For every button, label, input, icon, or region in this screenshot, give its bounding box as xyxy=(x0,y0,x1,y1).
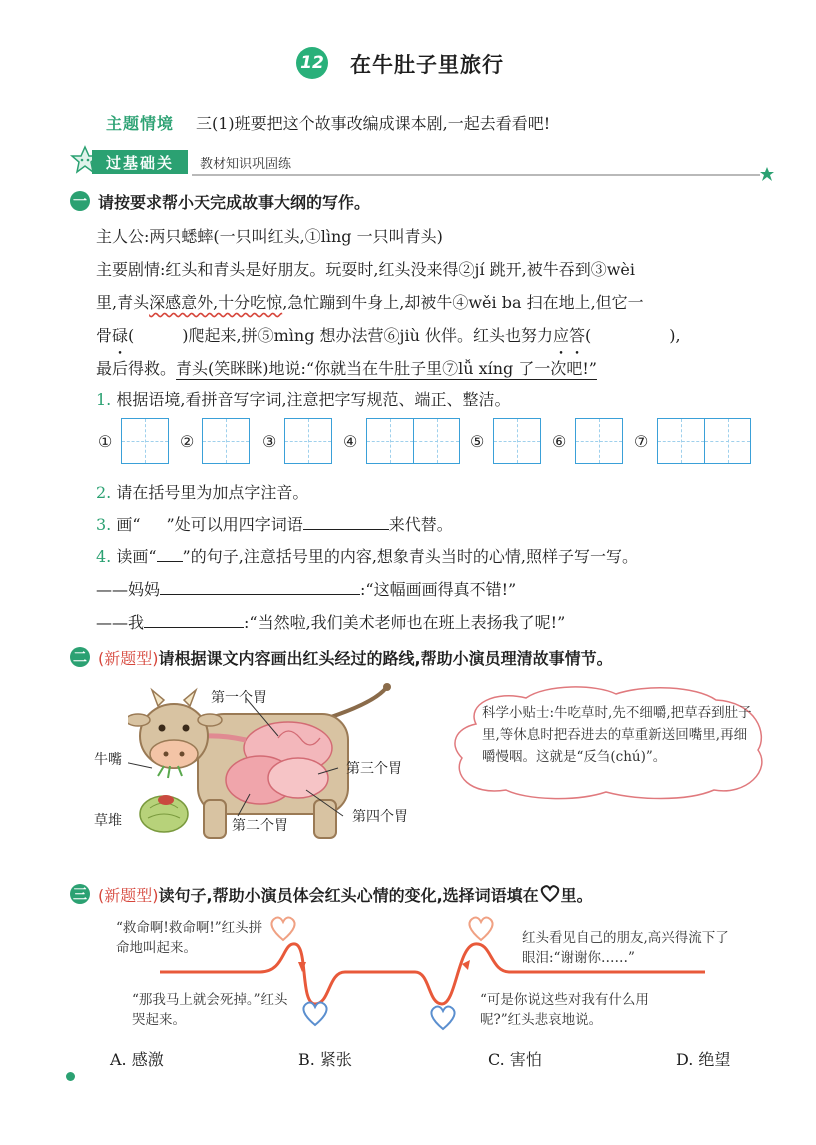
question-2-number: 二 xyxy=(70,647,90,667)
answer-blank[interactable] xyxy=(303,515,389,530)
wavy-line-sample xyxy=(141,515,167,534)
label-stomach-2: 第二个胃 xyxy=(232,818,288,834)
footer-dot xyxy=(66,1072,75,1081)
plot-text: ( xyxy=(585,326,592,345)
grid-label: ⑦ xyxy=(634,432,649,451)
option-a: A. 感激 xyxy=(110,1050,164,1069)
dotted-char: 碌 xyxy=(112,326,129,345)
option-d: D. 绝望 xyxy=(676,1050,731,1069)
grid-label: ⑤ xyxy=(470,432,485,451)
grid-label: ④ xyxy=(343,432,358,451)
question-2-text: 请根据课文内容画出红头经过的路线,帮助小演员理清故事情节。 xyxy=(158,649,613,668)
sub-question-2 xyxy=(96,480,308,503)
writing-grid[interactable] xyxy=(493,418,541,464)
answer-blank[interactable] xyxy=(160,580,360,595)
question-3-title xyxy=(98,883,593,906)
sub-question-text: 请在括号里为加点字注音。 xyxy=(116,483,309,502)
label-stomach-1: 第一个胃 xyxy=(211,690,267,706)
theme-label: 主题情境 xyxy=(106,114,175,133)
grid-label: ③ xyxy=(262,432,277,451)
sub-question-4 xyxy=(96,544,638,567)
label-stomach-3: 第三个胃 xyxy=(346,761,402,777)
protagonist-line: 主人公:两只蟋蟀(一只叫红头,①lìng 一只叫青头) xyxy=(96,227,443,246)
sub-question-number: 3. xyxy=(96,515,112,534)
grid-label: ⑥ xyxy=(552,432,567,451)
plot-line-4 xyxy=(96,356,597,379)
dotted-char: 应 xyxy=(553,326,570,345)
heart-answer-4[interactable] xyxy=(466,915,496,943)
heart-answer-1[interactable] xyxy=(268,915,298,943)
question-3-number: 三 xyxy=(70,884,90,904)
writing-grid[interactable] xyxy=(202,418,250,464)
plot-text: )爬起来,拼⑤mìng 想办法营⑥jiù 伙伴。红头也努力 xyxy=(182,326,554,345)
question-2-title xyxy=(98,646,613,669)
example-quote: :“当然啦,我们美术老师也在班上表扬我了呢!” xyxy=(244,613,566,632)
sub-question-number: 4. xyxy=(96,547,112,566)
writing-grid[interactable] xyxy=(366,418,460,464)
sub-question-text: 读画“ xyxy=(116,547,157,566)
sub-question-1 xyxy=(96,387,511,410)
plot-line-3 xyxy=(96,323,681,346)
new-type-tag: (新题型) xyxy=(98,886,159,905)
heart-answer-2[interactable] xyxy=(300,1000,330,1028)
underlined-sentence: 青头(笑眯眯)地说:“你就当在牛肚子里⑦lǚ xíng 了一次吧!” xyxy=(176,359,597,378)
question-1-number: 一 xyxy=(70,191,90,211)
new-type-tag: (新题型) xyxy=(98,649,159,668)
quote-3: “可是你说这些对我有什么用呢?”红头悲哀地说。 xyxy=(480,992,649,1028)
sub-question-text: ”的句子,注意括号里的内容,想象青头当时的心情,照样子写一写。 xyxy=(182,547,638,566)
plot-text: 最后得救。 xyxy=(96,359,177,378)
plot-text: ( xyxy=(128,326,135,345)
grid-label: ① xyxy=(98,432,113,451)
sub-question-text: 画“ xyxy=(116,515,141,534)
question-1-title: 请按要求帮小天完成故事大纲的写作。 xyxy=(98,193,371,212)
heart-outline-icon xyxy=(539,885,561,903)
example-speaker: ——妈妈 xyxy=(96,580,161,599)
dotted-char: 答 xyxy=(569,326,586,345)
plot-line-2 xyxy=(96,290,644,313)
quote-1: “救命啊!救命啊!”红头拼命地叫起来。 xyxy=(116,920,263,956)
science-tip-text: 科学小贴士:牛吃草时,先不细嚼,把草吞到肚子里,等休息时把吞进去的草重新送回嘴里,再细嚼慢咽。这就是“反刍(chú)”。 xyxy=(482,705,752,765)
writing-grid[interactable] xyxy=(657,418,751,464)
example-line-2 xyxy=(96,610,565,633)
lesson-number-badge: 12 xyxy=(296,47,328,79)
grid-label: ② xyxy=(180,432,195,451)
writing-grid[interactable] xyxy=(284,418,332,464)
plot-line-1: 主要剧情:红头和青头是好朋友。玩耍时,红头没来得②jí 跳开,被牛吞到③wèi xyxy=(96,260,636,279)
section-banner-subtitle: 教材知识巩固练 xyxy=(200,157,292,172)
question-3-text: 读句子,帮助小演员体会红头心情的变化,选择词语填在 xyxy=(158,886,539,905)
option-c: C. 害怕 xyxy=(488,1050,542,1069)
wavy-underlined-phrase: 深感意外,十分吃惊 xyxy=(149,293,283,312)
example-line-1 xyxy=(96,577,516,600)
plot-text: 骨 xyxy=(96,326,113,345)
banner-divider xyxy=(192,174,760,176)
plot-text: ), xyxy=(669,326,681,345)
example-blank xyxy=(144,613,244,628)
question-3-text: 里。 xyxy=(560,886,593,905)
sub-question-text: ”处可以用四字词语 xyxy=(166,515,303,534)
label-mouth: 牛嘴 xyxy=(94,752,122,768)
sub-question-number: 1. xyxy=(96,390,112,409)
small-star-icon xyxy=(760,167,774,181)
quote-4: 红头看见自己的朋友,高兴得流下了眼泪:“谢谢你……” xyxy=(522,930,729,966)
writing-grid[interactable] xyxy=(575,418,623,464)
label-stomach-4: 第四个胃 xyxy=(352,809,408,825)
sub-question-text: 来代替。 xyxy=(388,515,453,534)
straight-line-sample xyxy=(157,547,183,562)
sub-question-text: 根据语境,看拼音写字词,注意把字写规范、端正、整洁。 xyxy=(116,390,511,409)
sub-question-number: 2. xyxy=(96,483,112,502)
heart-answer-3[interactable] xyxy=(428,1004,458,1032)
writing-grid[interactable] xyxy=(121,418,169,464)
option-b: B. 紧张 xyxy=(298,1050,352,1069)
theme-text: 三(1)班要把这个故事改编成课本剧,一起去看看吧! xyxy=(196,114,551,133)
quote-2: “那我马上就会死掉。”红头哭起来。 xyxy=(132,992,288,1028)
example-quote: :“这幅画画得真不错!” xyxy=(360,580,517,599)
plot-text: ,急忙蹦到牛身上,却被牛④wěi ba 扫在地上,但它一 xyxy=(282,293,644,312)
plot-text: 里,青头 xyxy=(96,293,150,312)
page-title: 在牛肚子里旅行 xyxy=(350,53,504,77)
example-speaker: ——我 xyxy=(96,613,145,632)
sub-question-3 xyxy=(96,512,453,535)
label-hay: 草堆 xyxy=(94,813,122,829)
section-banner-tag: 过基础关 xyxy=(92,150,188,174)
